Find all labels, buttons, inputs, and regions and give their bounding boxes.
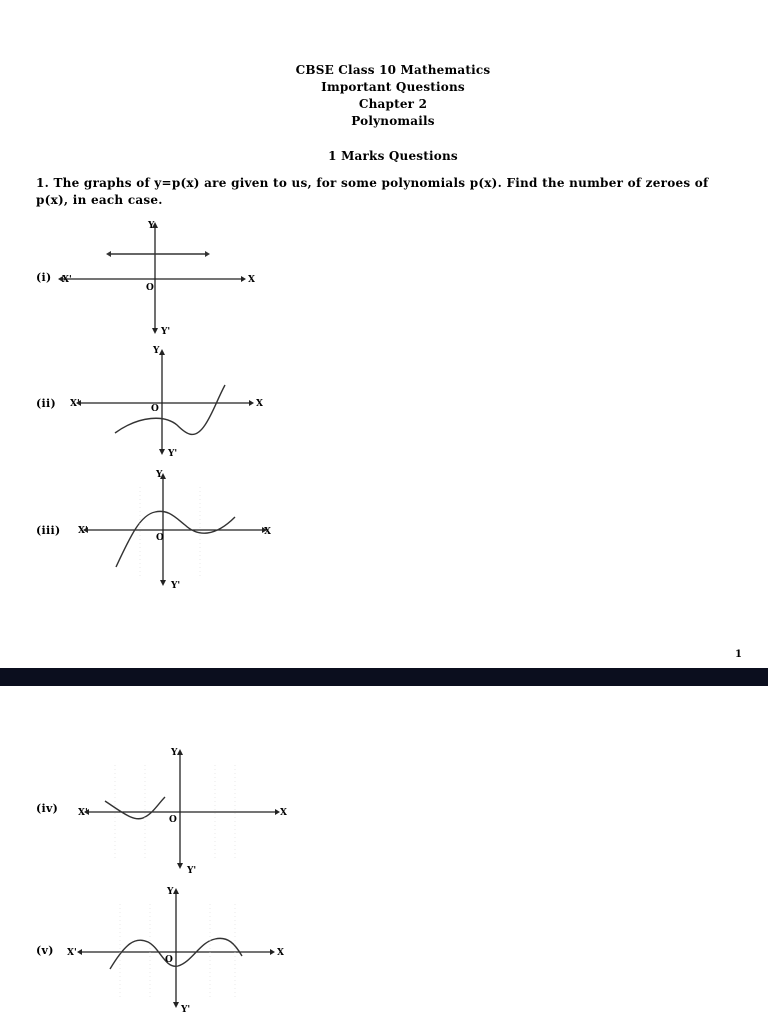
graph-label-i: (i) <box>36 271 52 284</box>
graph-iii <box>80 467 280 592</box>
y-label: Y <box>148 221 155 231</box>
graph-i <box>55 218 265 338</box>
y-neg-label: Y' <box>187 866 197 876</box>
origin-label: O <box>151 404 159 414</box>
document-header <box>0 62 768 130</box>
x-neg-label: X' <box>78 526 88 536</box>
x-label: X <box>277 948 284 958</box>
graph-label-ii: (ii) <box>36 397 56 410</box>
y-neg-label: Y' <box>161 327 171 337</box>
section-title: 1 Marks Questions <box>328 149 458 163</box>
origin-label: O <box>156 533 164 543</box>
graph-label-iii: (iii) <box>36 524 61 537</box>
graph-ii <box>65 345 275 460</box>
y-label: Y <box>156 470 163 480</box>
page-separator <box>0 668 768 686</box>
x-label: X <box>280 808 287 818</box>
header-subtitle: Important Questions <box>321 80 465 94</box>
origin-label: O <box>169 815 177 825</box>
x-label: X <box>264 527 271 537</box>
x-neg-label: X' <box>62 275 72 285</box>
y-neg-label: Y' <box>171 581 181 591</box>
page-number: 1 <box>735 649 742 660</box>
x-label: X <box>256 399 263 409</box>
graph-label-v: (v) <box>36 944 54 957</box>
header-topic: Polynomails <box>351 114 435 128</box>
header-title: CBSE Class 10 Mathematics <box>295 63 491 77</box>
y-label: Y <box>167 887 174 897</box>
header-chapter: Chapter 2 <box>358 97 428 111</box>
x-neg-label: X' <box>70 399 80 409</box>
x-label: X <box>248 275 255 285</box>
y-label: Y <box>153 346 160 356</box>
question-1: 1. The graphs of y=p(x) are given to us, for some polynomials p(x). Find the number of zeroes of p(x), in each case. <box>36 176 709 207</box>
graph-label-iv: (iv) <box>36 802 59 815</box>
x-neg-label: X' <box>67 948 77 958</box>
y-neg-label: Y' <box>168 449 178 459</box>
graph-v <box>67 884 290 1015</box>
origin-label: O <box>165 955 173 965</box>
x-neg-label: X' <box>78 808 88 818</box>
graph-iv <box>75 745 295 875</box>
origin-label: O <box>146 283 154 293</box>
y-neg-label: Y' <box>181 1005 191 1015</box>
y-label: Y <box>171 748 178 758</box>
